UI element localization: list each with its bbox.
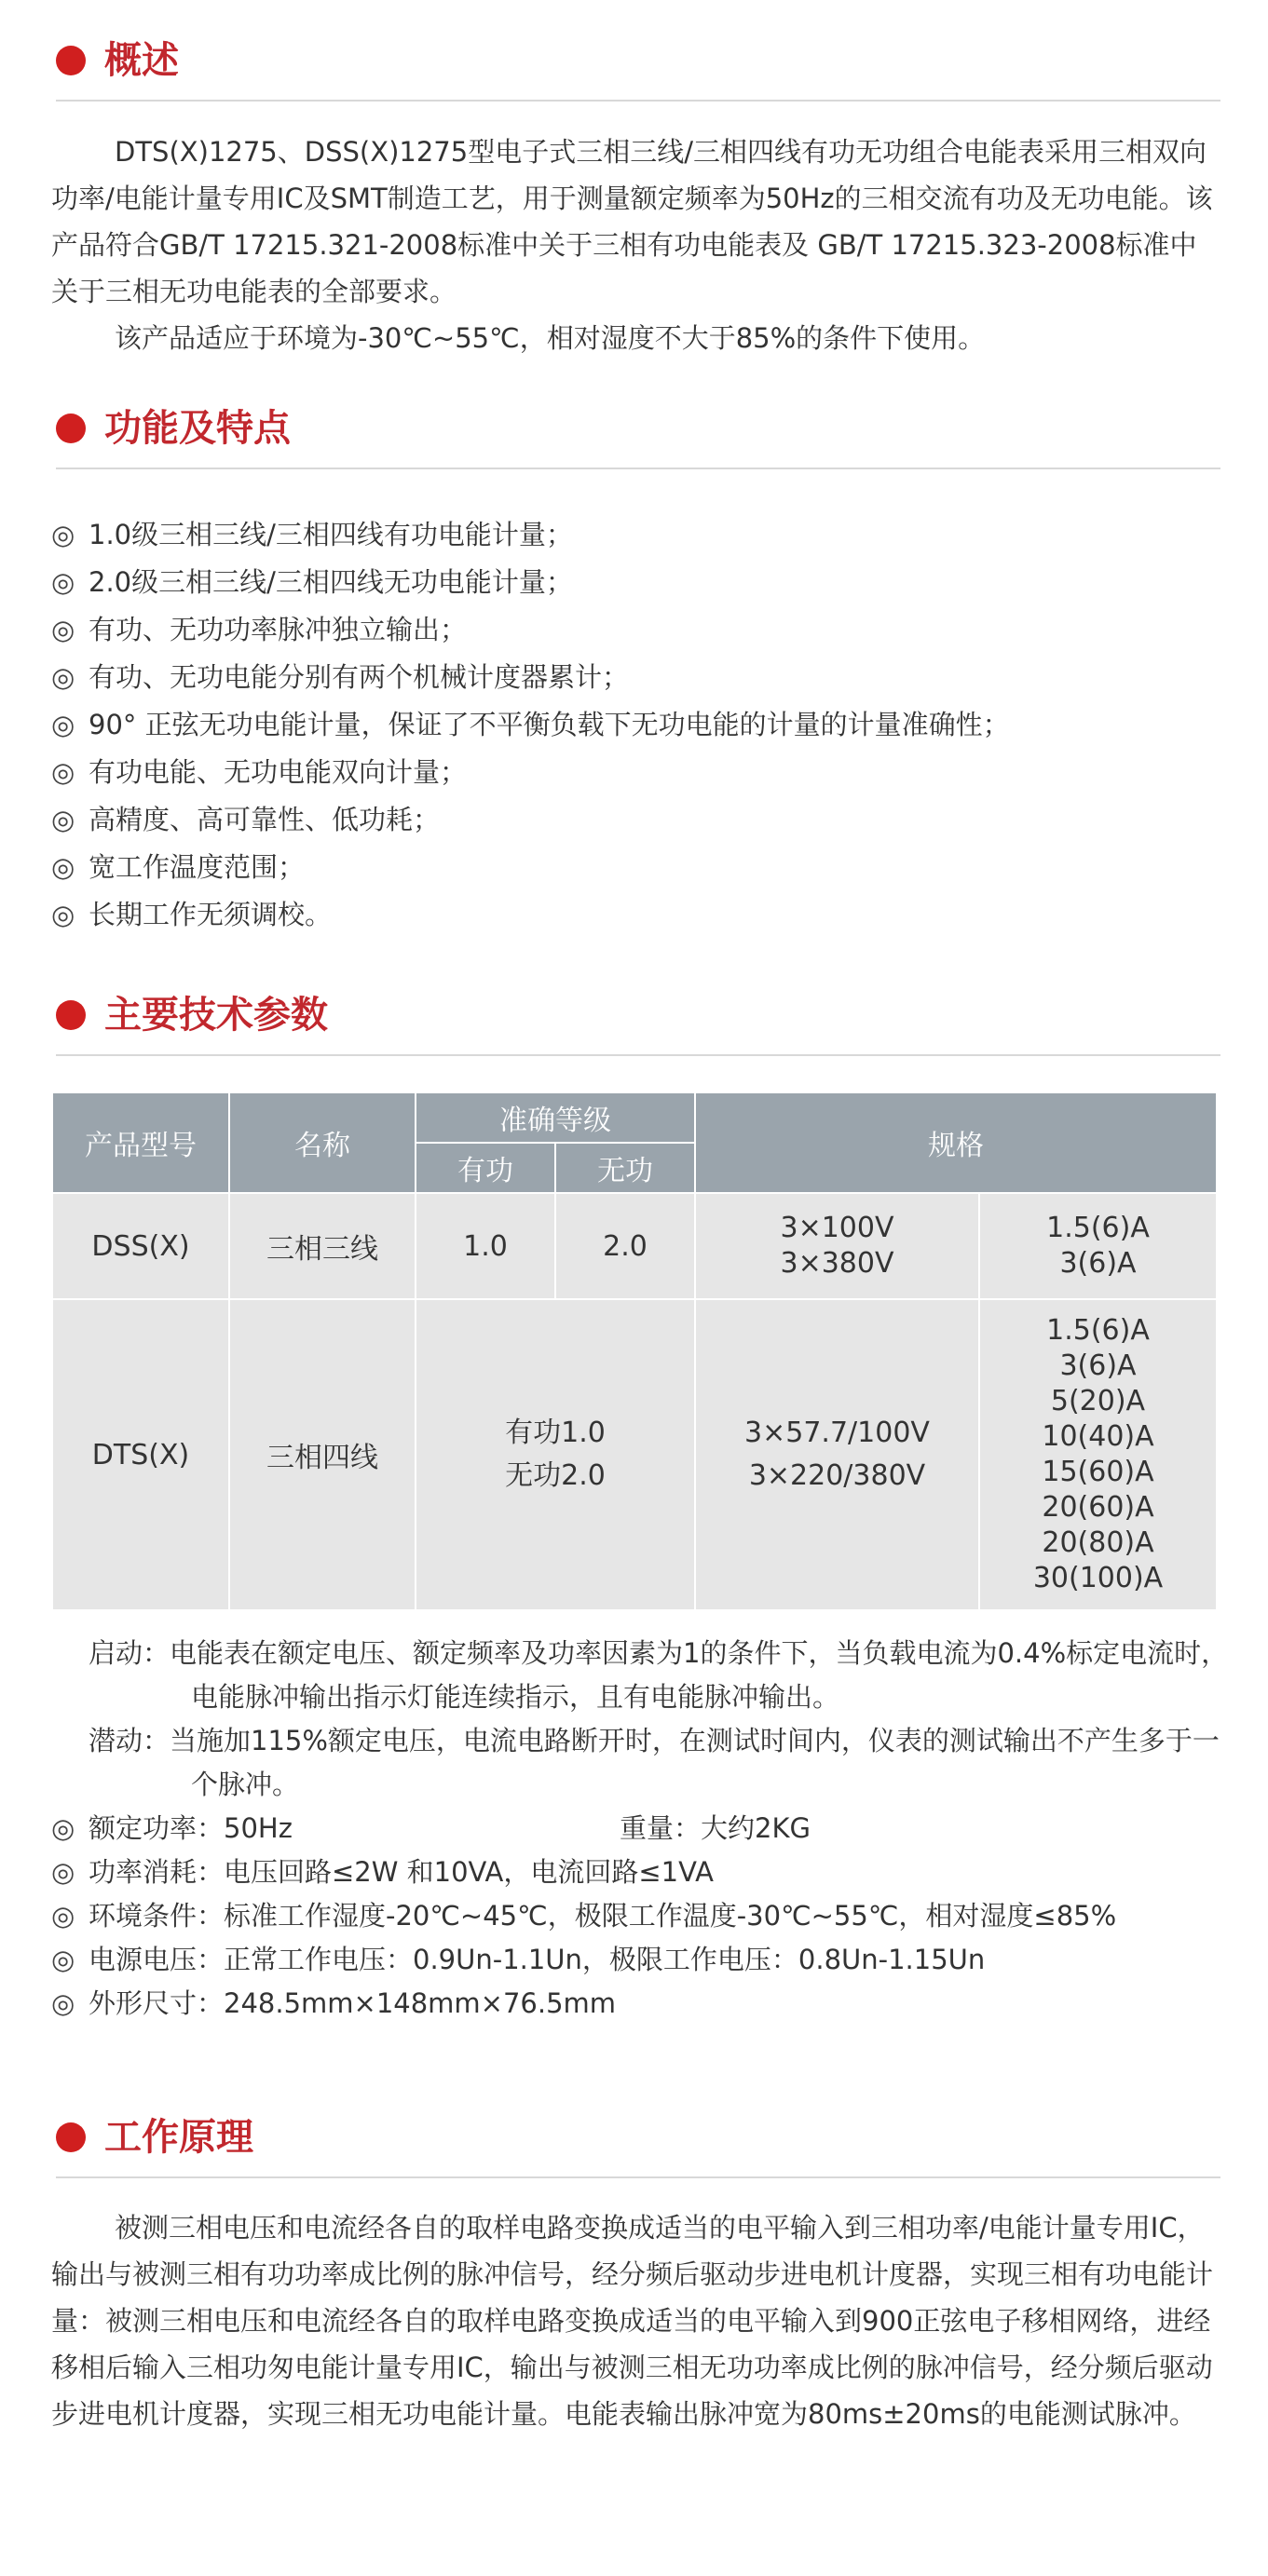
double-circle-bullet-icon: ◎ [51, 519, 75, 550]
red-dot-icon [56, 414, 86, 443]
list-item: 启动：电能表在额定电压、额定频率及功率因素为1的条件下，当负载电流为0.4%标定电流时，电能脉冲输出指示灯能连续指示，且有电能脉冲输出。 [51, 1632, 1234, 1719]
divider [56, 100, 1220, 102]
double-circle-bullet-icon: ◎ [51, 851, 75, 883]
list-item: ◎ 电源电压：正常工作电压：0.9Un-1.1Un，极限工作电压：0.8Un-1.15Un [51, 1938, 1234, 1982]
list-item: ◎ 高精度、高可靠性、低功耗； [51, 796, 1216, 844]
spec-table [51, 1091, 1218, 1611]
list-item: ◎ 外形尺寸：248.5mm×148mm×76.5mm [51, 1982, 1234, 2026]
cell-model: DSS(X) [52, 1193, 229, 1299]
double-circle-bullet-icon [51, 1632, 89, 1675]
double-circle-bullet-icon [51, 1719, 89, 1763]
cell-active: 1.0 [416, 1193, 555, 1299]
double-circle-bullet-icon: ◎ [51, 1900, 75, 1932]
double-circle-bullet-icon: ◎ [51, 1987, 75, 2019]
section-title: 主要技术参数 [104, 994, 328, 1037]
header-spec: 规格 [695, 1092, 1217, 1193]
double-circle-bullet-icon: ◎ [51, 756, 75, 788]
cell-accuracy: 有功1.0 无功2.0 [416, 1299, 695, 1610]
list-item: ◎ 额定功率：50Hz 重量：大约2KG [51, 1807, 1234, 1851]
cell-voltage: 3×57.7/100V 3×220/380V [695, 1299, 979, 1610]
list-item: ◎ 1.0级三相三线/三相四线有功电能计量； [51, 511, 1216, 559]
parameter-list [51, 1632, 1234, 2026]
list-item: ◎ 2.0级三相三线/三相四线无功电能计量； [51, 559, 1216, 606]
double-circle-bullet-icon: ◎ [51, 614, 75, 645]
double-circle-bullet-icon: ◎ [51, 1812, 75, 1844]
header-name: 名称 [229, 1092, 416, 1193]
section-title: 工作原理 [104, 2116, 253, 2159]
overview-text [51, 129, 1216, 361]
list-item: ◎ 功率消耗：电压回路≤2W 和10VA，电流回路≤1VA [51, 1851, 1234, 1894]
principle-paragraph: 被测三相电压和电流经各自的取样电路变换成适当的电平输入到三相功率/电能计量专用IC，输出与被测三相有功功率成比例的脉冲信号，经分频后驱动步进电机计度器，实现三相有功电能计量：被测三相电压和电流经各自的取样电路变换成适当的电平输入到900正弦电子移相网络，进经移相后输入三相功匆电能计量专用IC，输出与被测三相无功功率成比例的脉冲信号，经分频后驱动步进电机计度器，实现三相无功电能计量。电能表输出脉冲宽为80ms±20ms的电能测试脉冲。 [51, 2212, 1214, 2430]
cell-name: 三相三线 [229, 1193, 416, 1299]
table-header-row [52, 1092, 1217, 1143]
list-item: ◎ 有功、无功电能分别有两个机械计度器累计； [51, 654, 1216, 701]
overview-paragraph: 该产品适应于环境为-30℃~55℃，相对湿度不大于85%的条件下使用。 [115, 322, 986, 354]
header-active: 有功 [416, 1143, 555, 1193]
overview-paragraph: DTS(X)1275、DSS(X)1275型电子式三相三线/三相四线有功无功组合电能表采用三相双向功率/电能计量专用IC及SMT制造工艺，用于测量额定频率为50Hz的三相交流有功及无功电能。该产品符合GB/T 17215.321-2008标准中关于三相有功电能表及 GB/T 17215.323-2008标准中关于三相无功电能表的全部要求。 [51, 136, 1213, 307]
list-item: ◎ 90° 正弦无功电能计量，保证了不平衡负载下无功电能的计量的计量准确性； [51, 701, 1216, 749]
section-overview-header [56, 33, 1220, 88]
header-accuracy: 准确等级 [416, 1092, 695, 1143]
list-item: ◎ 宽工作温度范围； [51, 844, 1216, 891]
cell-reactive: 2.0 [555, 1193, 695, 1299]
cell-voltage: 3×100V 3×380V [695, 1193, 979, 1299]
double-circle-bullet-icon: ◎ [51, 1856, 75, 1888]
section-principle-header [56, 2109, 1220, 2165]
red-dot-icon [56, 2122, 86, 2152]
section-specs-header [56, 987, 1220, 1043]
list-item: 潜动：当施加115%额定电压，电流电路断开时，在测试时间内，仪表的测试输出不产生多于一个脉冲。 [51, 1719, 1234, 1807]
feature-list [51, 511, 1216, 939]
section-title: 功能及特点 [104, 407, 291, 450]
list-item: ◎ 环境条件：标准工作湿度-20℃~45℃，极限工作温度-30℃~55℃，相对湿度≤85% [51, 1894, 1234, 1938]
principle-text [51, 2204, 1216, 2437]
double-circle-bullet-icon: ◎ [51, 661, 75, 693]
cell-current: 1.5(6)A 3(6)A [979, 1193, 1217, 1299]
cell-current: 1.5(6)A 3(6)A 5(20)A 10(40)A 15(60)A 20(60)A 20(80)A 30(100)A [979, 1299, 1217, 1610]
list-item: ◎ 有功电能、无功电能双向计量； [51, 749, 1216, 796]
divider [56, 2176, 1220, 2178]
divider [56, 468, 1220, 469]
double-circle-bullet-icon: ◎ [51, 566, 75, 598]
red-dot-icon [56, 46, 86, 75]
divider [56, 1054, 1220, 1056]
double-circle-bullet-icon: ◎ [51, 899, 75, 930]
cell-name: 三相四线 [229, 1299, 416, 1610]
list-item: ◎ 长期工作无须调校。 [51, 891, 1216, 939]
list-item: ◎ 有功、无功功率脉冲独立输出； [51, 606, 1216, 654]
double-circle-bullet-icon: ◎ [51, 709, 75, 740]
double-circle-bullet-icon: ◎ [51, 804, 75, 835]
table-row [52, 1299, 1217, 1610]
header-model: 产品型号 [52, 1092, 229, 1193]
section-title: 概述 [104, 39, 179, 82]
cell-model: DTS(X) [52, 1299, 229, 1610]
section-features-header [56, 400, 1220, 456]
double-circle-bullet-icon: ◎ [51, 1944, 75, 1975]
header-reactive: 无功 [555, 1143, 695, 1193]
weight-value: 重量：大约2KG [620, 1812, 811, 1844]
table-row [52, 1193, 1217, 1299]
red-dot-icon [56, 1000, 86, 1030]
